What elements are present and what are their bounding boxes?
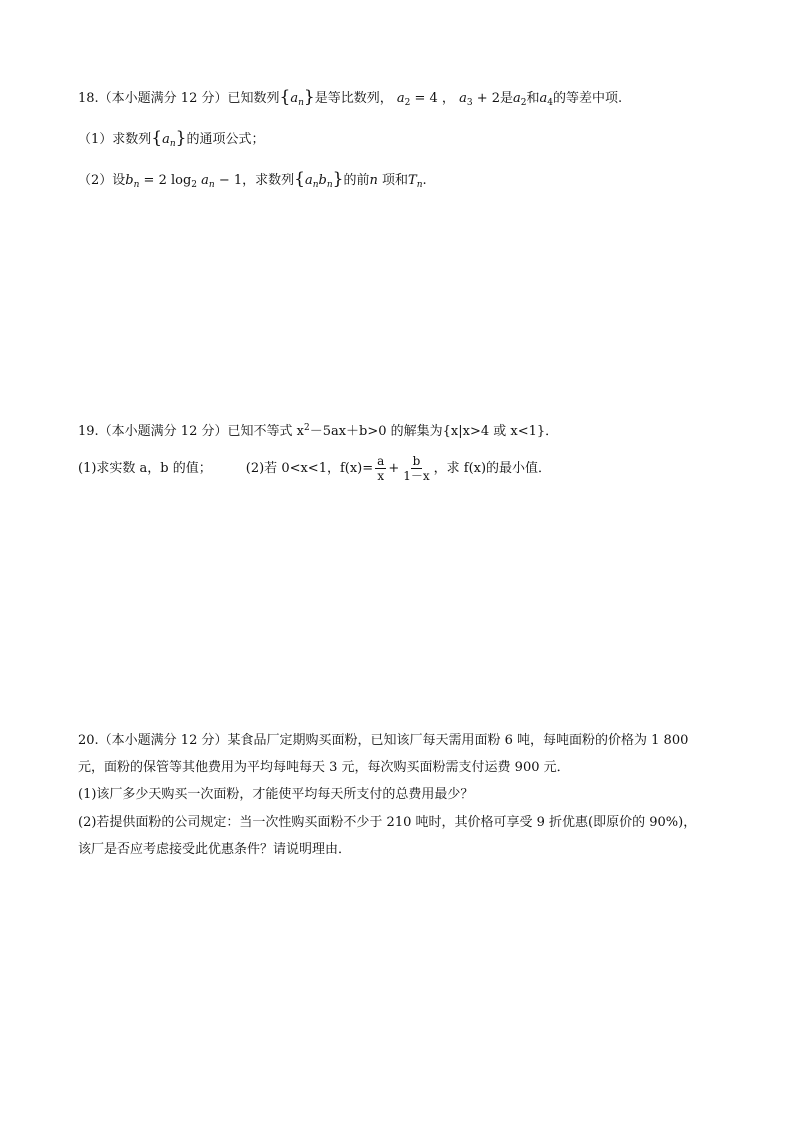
q19-part2: (2)若 0<x<1，f(x)= $\frac{a}{x}$ + $\frac{b}{1-x}$ ，求 f(x)的最小值． bbox=[245, 454, 552, 483]
q20-line2: 元，面粉的保管等其他费用为平均每吨每天 3 元，每次购买面粉需支付运费 900 元． bbox=[78, 760, 570, 775]
q18-part2: （2）设$b_n = 2$ $\log_2 a_n - 1$，求数列$\{a_nb_n\}$的前n 项和$T_n$. bbox=[78, 169, 427, 190]
q20-part2-cont: 该厂是否应考虑接受此优惠条件？请说明理由． bbox=[78, 842, 352, 857]
q20-part2: (2)若提供面粉的公司规定：当一次性购买面粉不少于 210 吨时，其价格可享受 9 折优惠(即原价的 90%)， bbox=[78, 815, 697, 830]
q19-parts bbox=[78, 452, 551, 486]
q19-part1: (1)求实数 a，b 的值； bbox=[78, 461, 212, 476]
q18-stem: 18.（本小题满分 12 分）已知数列$\{a_n\}$是等比数列， $a_2 = 4$ ， $a_3 + 2$是$a_2$和$a_4$的等差中项. bbox=[78, 87, 623, 108]
q20-part1: (1)该厂多少天购买一次面粉，才能使平均每天所支付的总费用最少？ bbox=[78, 787, 474, 802]
q19-stem: 19.（本小题满分 12 分）已知不等式 $x^2-5ax+b>0$ 的解集为{x|x>4 或 x<1}． bbox=[78, 423, 559, 439]
q20-line1: 20.（本小题满分 12 分）某食品厂定期购买面粉，已知该厂每天需用面粉 6 吨，每吨面粉的价格为 1 800 bbox=[78, 733, 689, 748]
q18-part1: （1）求数列$\{a_n\}$的通项公式； bbox=[78, 128, 265, 149]
